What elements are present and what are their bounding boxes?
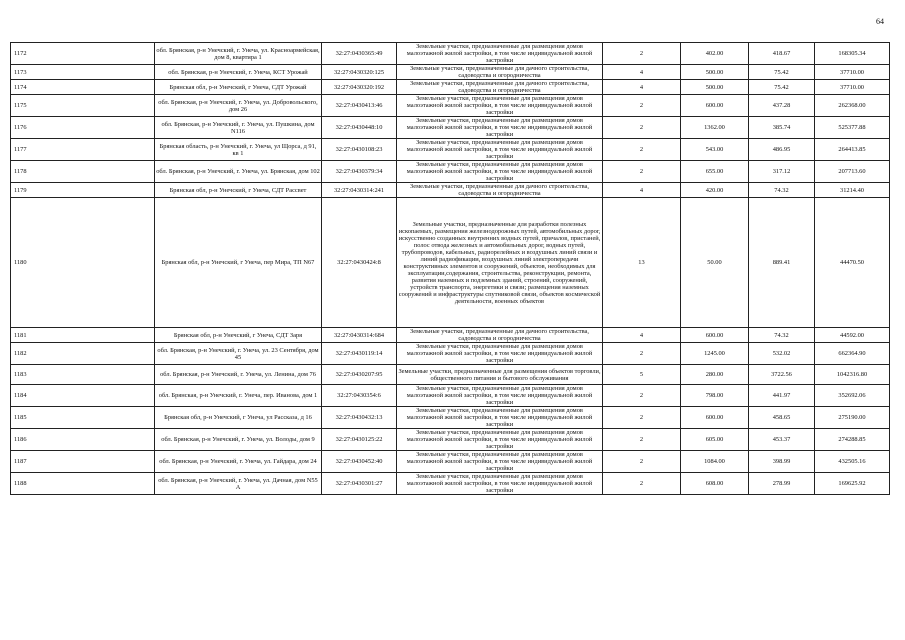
cadastral-number-cell: 32:27:0430314:241 xyxy=(322,183,397,198)
specific-value-cell: 74.32 xyxy=(749,328,815,343)
address-cell: обл. Брянская, р-н Унечский, г. Унеча, ул. 23 Сентября, дом 45 xyxy=(155,343,322,365)
row-number: 1187 xyxy=(11,451,155,473)
specific-value-cell: 437.28 xyxy=(749,95,815,117)
cadastral-number-cell: 32:27:0430452:40 xyxy=(322,451,397,473)
cadastral-value-cell: 37710.00 xyxy=(815,65,890,80)
area-cell: 655.00 xyxy=(681,161,749,183)
group-code-cell: 2 xyxy=(603,407,681,429)
row-number: 1172 xyxy=(11,43,155,65)
table-row xyxy=(11,117,890,139)
cadastral-value-cell: 432505.16 xyxy=(815,451,890,473)
cadastral-number-cell: 32:27:0430354:6 xyxy=(322,385,397,407)
table-row xyxy=(11,473,890,495)
area-cell: 600.00 xyxy=(681,95,749,117)
table-row xyxy=(11,80,890,95)
cadastral-value-cell: 169625.92 xyxy=(815,473,890,495)
group-code-cell: 2 xyxy=(603,429,681,451)
cadastral-number-cell: 32:27:0430448:10 xyxy=(322,117,397,139)
table-row xyxy=(11,183,890,198)
cadastral-number-cell: 32:27:0430314:684 xyxy=(322,328,397,343)
address-cell: обл. Брянская, р-н Унечский, г. Унеча, КСТ Урожай xyxy=(155,65,322,80)
address-cell: обл. Брянская, р-н Унечский, г. Унеча, ул. Володы, дом 9 xyxy=(155,429,322,451)
row-number: 1174 xyxy=(11,80,155,95)
table-row xyxy=(11,95,890,117)
row-number: 1186 xyxy=(11,429,155,451)
cadastral-value-cell: 352692.06 xyxy=(815,385,890,407)
address-cell: Брянская обл, р-н Унечский, г Унеча, пер Мира, ТП N67 xyxy=(155,198,322,328)
cadastral-value-cell: 662364.90 xyxy=(815,343,890,365)
address-cell: Брянская обл, р-н Унечский, г Унеча, ул Рассказа, д 16 xyxy=(155,407,322,429)
land-purpose-cell: Земельные участки, предназначенные для размещения домов малоэтажной жилой застройки, в том числе индивидуальной жилой застройки xyxy=(397,95,603,117)
specific-value-cell: 3722.56 xyxy=(749,365,815,385)
land-purpose-cell: Земельные участки, предназначенные для размещения домов малоэтажной жилой застройки, в том числе индивидуальной жилой застройки xyxy=(397,343,603,365)
cadastral-number-cell: 32:27:0430424:8 xyxy=(322,198,397,328)
group-code-cell: 2 xyxy=(603,451,681,473)
row-number: 1184 xyxy=(11,385,155,407)
cadastral-number-cell: 32:27:0430432:13 xyxy=(322,407,397,429)
land-purpose-cell: Земельные участки, предназначенные для размещения объектов торговли, общественного питания и бытового обслуживания xyxy=(397,365,603,385)
land-purpose-cell: Земельные участки, предназначенные для дачного строительства, садоводства и огородничества xyxy=(397,183,603,198)
group-code-cell: 4 xyxy=(603,328,681,343)
group-code-cell: 2 xyxy=(603,343,681,365)
land-purpose-cell: Земельные участки, предназначенные для размещения домов малоэтажной жилой застройки, в том числе индивидуальной жилой застройки xyxy=(397,473,603,495)
group-code-cell: 5 xyxy=(603,365,681,385)
land-purpose-cell: Земельные участки, предназначенные для размещения домов малоэтажной жилой застройки, в том числе индивидуальной жилой застройки xyxy=(397,161,603,183)
specific-value-cell: 418.67 xyxy=(749,43,815,65)
cadastral-value-cell: 264413.85 xyxy=(815,139,890,161)
land-purpose-cell: Земельные участки, предназначенные для размещения домов малоэтажной жилой застройки, в том числе индивидуальной жилой застройки xyxy=(397,429,603,451)
cadastral-value-cell: 525377.88 xyxy=(815,117,890,139)
specific-value-cell: 278.99 xyxy=(749,473,815,495)
table-row xyxy=(11,161,890,183)
table-body xyxy=(11,43,890,495)
address-cell: обл. Брянская, р-н Унечский, г. Унеча, ул. Брянская, дом 102 xyxy=(155,161,322,183)
area-cell: 402.00 xyxy=(681,43,749,65)
cadastral-number-cell: 32:27:0430413:46 xyxy=(322,95,397,117)
specific-value-cell: 486.95 xyxy=(749,139,815,161)
table-row xyxy=(11,429,890,451)
cadastral-number-cell: 32:27:0430365:49 xyxy=(322,43,397,65)
table-row xyxy=(11,451,890,473)
land-purpose-cell: Земельные участки, предназначенные для размещения домов малоэтажной жилой застройки, в том числе индивидуальной жилой застройки xyxy=(397,43,603,65)
cadastral-number-cell: 32:27:0430320:125 xyxy=(322,65,397,80)
area-cell: 1084.00 xyxy=(681,451,749,473)
specific-value-cell: 441.97 xyxy=(749,385,815,407)
area-cell: 600.00 xyxy=(681,328,749,343)
group-code-cell: 2 xyxy=(603,43,681,65)
row-number: 1183 xyxy=(11,365,155,385)
cadastral-value-cell: 31214.40 xyxy=(815,183,890,198)
row-number: 1177 xyxy=(11,139,155,161)
row-number: 1185 xyxy=(11,407,155,429)
area-cell: 420.00 xyxy=(681,183,749,198)
table-row xyxy=(11,365,890,385)
area-cell: 1245.00 xyxy=(681,343,749,365)
cadastral-value-cell: 37710.00 xyxy=(815,80,890,95)
address-cell: Брянская обл, р-н Унечский, г Унеча, СДТ Урожай xyxy=(155,80,322,95)
cadastral-number-cell: 32:27:0430301:27 xyxy=(322,473,397,495)
group-code-cell: 2 xyxy=(603,473,681,495)
area-cell: 280.00 xyxy=(681,365,749,385)
land-purpose-cell: Земельные участки, предназначенные для дачного строительства, садоводства и огородничества xyxy=(397,328,603,343)
specific-value-cell: 385.74 xyxy=(749,117,815,139)
cadastral-number-cell: 32:27:0430207:95 xyxy=(322,365,397,385)
group-code-cell: 2 xyxy=(603,117,681,139)
table-row xyxy=(11,343,890,365)
group-code-cell: 4 xyxy=(603,80,681,95)
area-cell: 50.00 xyxy=(681,198,749,328)
land-purpose-cell: Земельные участки, предназначенные для размещения домов малоэтажной жилой застройки, в том числе индивидуальной жилой застройки xyxy=(397,139,603,161)
row-number: 1176 xyxy=(11,117,155,139)
address-cell: обл. Брянская, р-н Унечский, г. Унеча, ул. Красноармейская, дом 8, квартира 1 xyxy=(155,43,322,65)
specific-value-cell: 453.37 xyxy=(749,429,815,451)
land-purpose-cell: Земельные участки, предназначенные для размещения домов малоэтажной жилой застройки, в том числе индивидуальной жилой застройки xyxy=(397,407,603,429)
address-cell: Брянская область, р-н Унечский, г. Унеча, ул Щорса, д 91, кв 1 xyxy=(155,139,322,161)
cadastral-value-cell: 262368.00 xyxy=(815,95,890,117)
specific-value-cell: 74.32 xyxy=(749,183,815,198)
land-purpose-cell: Земельные участки, предназначенные для дачного строительства, садоводства и огородничества xyxy=(397,80,603,95)
address-cell: Брянская обл, р-н Унечский, г Унеча, СДТ Рассвет xyxy=(155,183,322,198)
row-number: 1175 xyxy=(11,95,155,117)
cadastral-value-table xyxy=(10,42,890,495)
group-code-cell: 4 xyxy=(603,65,681,80)
cadastral-value-cell: 1042316.80 xyxy=(815,365,890,385)
land-purpose-cell: Земельные участки, предназначенные для размещения домов малоэтажной жилой застройки, в том числе индивидуальной жилой застройки xyxy=(397,117,603,139)
specific-value-cell: 889.41 xyxy=(749,198,815,328)
group-code-cell: 2 xyxy=(603,385,681,407)
table-row xyxy=(11,65,890,80)
land-purpose-cell: Земельные участки, предназначенные для размещения домов малоэтажной жилой застройки, в том числе индивидуальной жилой застройки xyxy=(397,451,603,473)
row-number: 1179 xyxy=(11,183,155,198)
land-purpose-cell: Земельные участки, предназначенные для размещения домов малоэтажной жилой застройки, в том числе индивидуальной жилой застройки xyxy=(397,385,603,407)
cadastral-number-cell: 32:27:0430379:34 xyxy=(322,161,397,183)
row-number: 1178 xyxy=(11,161,155,183)
row-number: 1181 xyxy=(11,328,155,343)
table-row xyxy=(11,139,890,161)
area-cell: 500.00 xyxy=(681,65,749,80)
specific-value-cell: 75.42 xyxy=(749,65,815,80)
cadastral-number-cell: 32:27:0430119:14 xyxy=(322,343,397,365)
area-cell: 605.00 xyxy=(681,429,749,451)
table-row xyxy=(11,328,890,343)
land-purpose-cell: Земельные участки, предназначенные для дачного строительства, садоводства и огородничества xyxy=(397,65,603,80)
address-cell: Брянская обл, р-н Унечский, г Унеча, СДТ Заря xyxy=(155,328,322,343)
address-cell: обл. Брянская, р-н Унечский, г. Унеча, пер. Иванова, дом 1 xyxy=(155,385,322,407)
specific-value-cell: 75.42 xyxy=(749,80,815,95)
address-cell: обл. Брянская, р-н Унечский, г. Унеча, ул. Пушкина, дом N116 xyxy=(155,117,322,139)
group-code-cell: 13 xyxy=(603,198,681,328)
cadastral-value-cell: 44470.50 xyxy=(815,198,890,328)
specific-value-cell: 532.02 xyxy=(749,343,815,365)
area-cell: 798.00 xyxy=(681,385,749,407)
address-cell: обл. Брянская, р-н Унечский, г. Унеча, ул. Добровольского, дом 26 xyxy=(155,95,322,117)
cadastral-value-cell: 168305.34 xyxy=(815,43,890,65)
row-number: 1180 xyxy=(11,198,155,328)
group-code-cell: 2 xyxy=(603,139,681,161)
address-cell: обл. Брянская, р-н Унечский, г. Унеча, ул. Дачная, дом N55 А xyxy=(155,473,322,495)
page-number: 64 xyxy=(876,17,884,26)
group-code-cell: 4 xyxy=(603,183,681,198)
area-cell: 600.00 xyxy=(681,407,749,429)
cadastral-number-cell: 32:27:0430320:192 xyxy=(322,80,397,95)
table-row xyxy=(11,385,890,407)
area-cell: 543.00 xyxy=(681,139,749,161)
area-cell: 500.00 xyxy=(681,80,749,95)
cadastral-number-cell: 32:27:0430108:23 xyxy=(322,139,397,161)
land-purpose-cell: Земельные участки, предназначенные для разработки полезных ископаемых, размещения железнодорожных путей, автомобильных дорог, искусственно созданных внутренних водных путей, причалов, пристаней, полос отвода железных и автомобильных дорог, водных путей, трубопроводов, кабельных, радиорелейных и воздушных линий связи и линий радиофикации, воздушных линий электропередачи конструктивных элементов и сооружений, объектов, необходимых для эксплуатации,содержания, строительства, реконструкции, ремонта, развития наземных и подземных зданий, строений, сооружений, устройств транспорта, энергетики и связи; размещения наземных сооружений и инфраструктуры спутниковой связи, объектов космической деятельности, военных объектов xyxy=(397,198,603,328)
address-cell: обл. Брянская, р-н Унечский, г. Унеча, ул. Гайдара, дом 24 xyxy=(155,451,322,473)
specific-value-cell: 398.99 xyxy=(749,451,815,473)
area-cell: 1362.00 xyxy=(681,117,749,139)
cadastral-value-cell: 44592.00 xyxy=(815,328,890,343)
row-number: 1173 xyxy=(11,65,155,80)
address-cell: обл. Брянская, р-н Унечский, г. Унеча, ул. Ленина, дом 76 xyxy=(155,365,322,385)
cadastral-number-cell: 32:27:0430125:22 xyxy=(322,429,397,451)
group-code-cell: 2 xyxy=(603,95,681,117)
row-number: 1182 xyxy=(11,343,155,365)
area-cell: 608.00 xyxy=(681,473,749,495)
specific-value-cell: 458.65 xyxy=(749,407,815,429)
group-code-cell: 2 xyxy=(603,161,681,183)
table-row xyxy=(11,407,890,429)
cadastral-value-cell: 275190.00 xyxy=(815,407,890,429)
specific-value-cell: 317.12 xyxy=(749,161,815,183)
table-row xyxy=(11,43,890,65)
table-row xyxy=(11,198,890,328)
cadastral-value-cell: 274288.85 xyxy=(815,429,890,451)
row-number: 1188 xyxy=(11,473,155,495)
cadastral-value-cell: 207713.60 xyxy=(815,161,890,183)
